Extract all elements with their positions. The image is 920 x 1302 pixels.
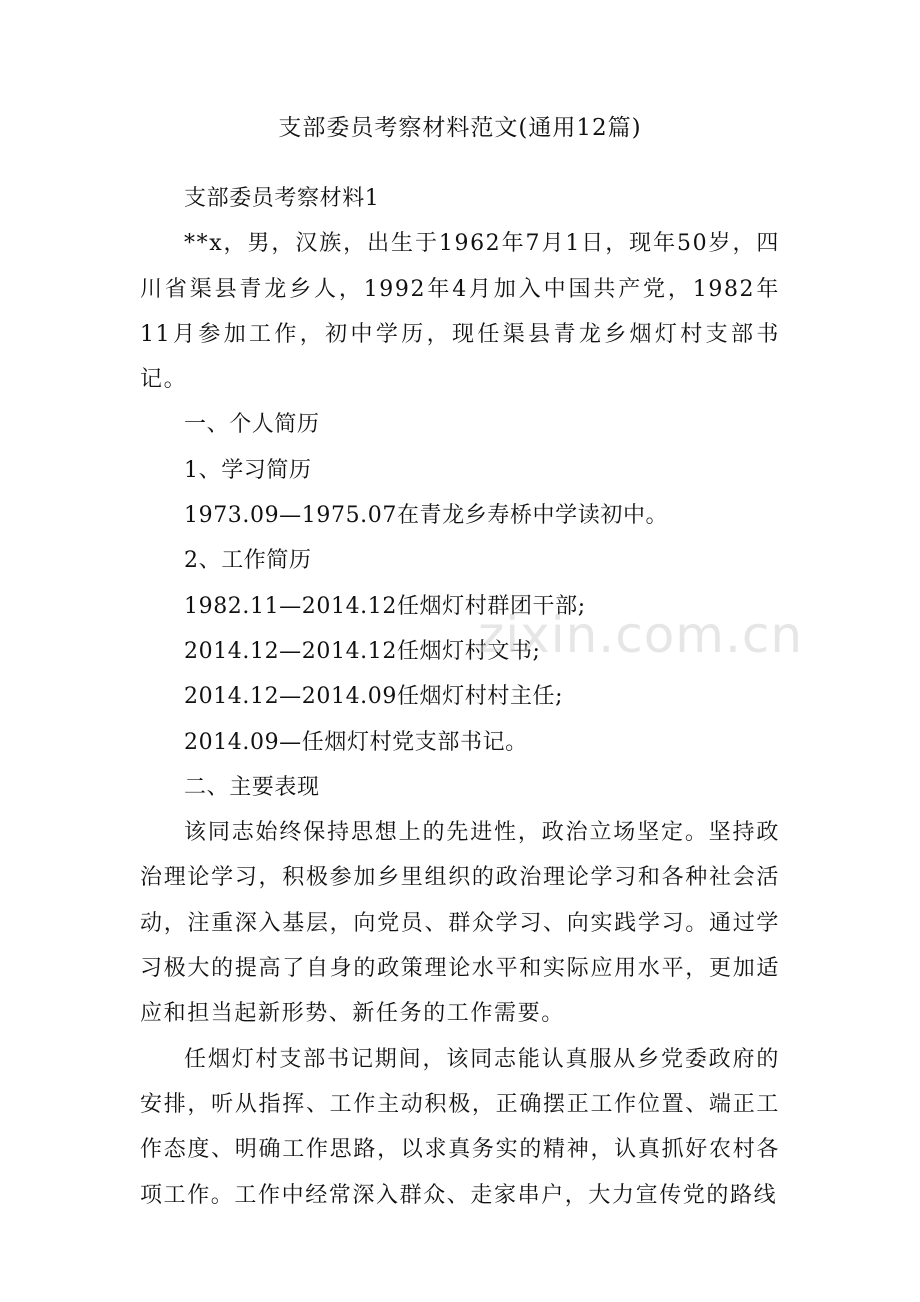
subsection-heading: 1、学习简历 — [184, 457, 312, 483]
section-heading: 二、主要表现 — [184, 774, 320, 800]
subsection-heading: 2、工作简历 — [184, 548, 312, 574]
intro-paragraph: **x，男，汉族，出生于1962年7月1日，现年50岁，四川省渠县青龙乡人，1992年4月加入中国共产党，1982年11月参加工作，初中学历，现任渠县青龙乡烟灯村支部书记。 — [140, 231, 780, 393]
resume-entry: 1982.11—2014.12任烟灯村群团干部; — [184, 593, 586, 619]
resume-entry: 2014.12—2014.09任烟灯村村主任; — [184, 684, 564, 710]
document-title: 支部委员考察材料范文(通用12篇) — [278, 115, 642, 141]
document-body — [140, 176, 780, 1218]
section-heading: 支部委员考察材料1 — [184, 186, 380, 211]
site-watermark: zixin.com.cn — [478, 606, 804, 664]
resume-entry: 1973.09—1975.07在青龙乡寿桥中学读初中。 — [184, 503, 669, 529]
resume-entry: 2014.09—任烟灯村党支部书记。 — [184, 729, 528, 755]
section-heading: 一、个人简历 — [184, 412, 320, 438]
resume-entry: 2014.12—2014.12任烟灯村文书; — [184, 638, 541, 664]
body-paragraph: 任烟灯村支部书记期间，该同志能认真服从乡党委政府的安排，听从指挥、工作主动积极，正确摆正工作位置、端正工作态度、明确工作思路，以求真务实的精神，认真抓好农村各项工作。工作中经常深入群众、走家串户，大力宣传党的路线 — [140, 1046, 780, 1208]
body-paragraph: 该同志始终保持思想上的先进性，政治立场坚定。坚持政治理论学习，积极参加乡里组织的政治理论学习和各种社会活动，注重深入基层，向党员、群众学习、向实践学习。通过学习极大的提高了自身的政策理论水平和实际应用水平，更加适应和担当起新形势、新任务的工作需要。 — [140, 820, 780, 1027]
